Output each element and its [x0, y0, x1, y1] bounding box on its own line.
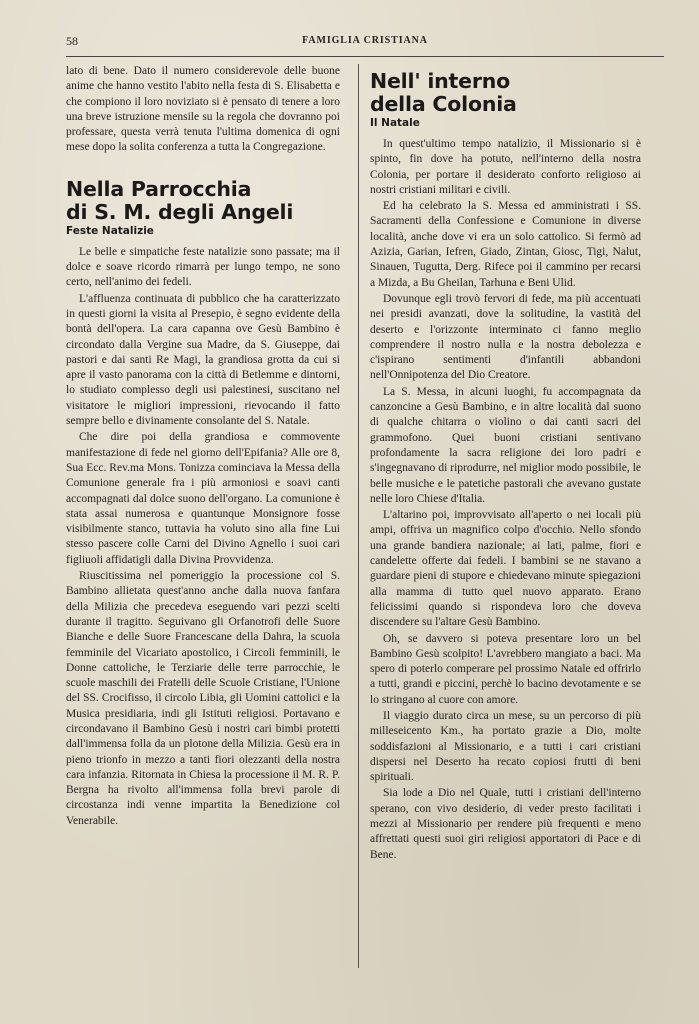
body-paragraph: Le belle e simpatiche feste natalizie sono passate; ma il dolce e soave ricordo rimarrà per lungo tempo, ne sono certo, nell'animo dei fedeli. [66, 245, 340, 289]
section-subtitle: Feste Natalizie [66, 224, 154, 237]
column-divider [358, 64, 359, 968]
body-paragraph: Dovunque egli trovò fervori di fede, ma più accentuati nei presidi avanzati, dove la solitudine, la vastità del deserto e l'orizzonte interminato ci fanno meglio comprendere il nostro nulla e la nostra debolezza e c'ispirano sentimenti d'infantili abbandoni nell'Onnipotenza del Dio Creatore. [370, 292, 641, 382]
body-paragraph: L'altarino poi, improvvisato all'aperto o nei locali più ampi, offriva un magnifico colpo d'occhio. Nello sfondo una grande bandiera nazionale; ai lati, palme, fiori e candelette offerte dai fedeli. I bambini se ne stavano a guardare pieni di stupore e chiedevano minute spiegazioni alla mamma di tutto quel nuovo apparato. Erano felicissimi quando si rispondeva loro che doveva discendere su l'altare Gesù Bambino. [370, 509, 641, 629]
parish-section [66, 178, 340, 829]
right-column [370, 64, 641, 863]
page-header [66, 34, 664, 52]
section-title-line: Nella Parrocchia [66, 176, 252, 201]
body-paragraph: In quest'ultimo tempo natalizio, il Missionario si è spinto, fin dove ha potuto, nell'interno della nostra Colonia, per portare il desiderato conforto religioso ai nostri cristiani militari e civili. [370, 138, 641, 196]
body-paragraph: Riuscitissima nel pomeriggio la processione col S. Bambino allietata quest'anno anche dalla nuova fanfara della Milizia che precedeva eseguendo vari pezzi scelti durante il tragitto. Seguivano gli Orfanotrofi delle Suore Bianche e delle Suore Francescane della Dahra, la scuola femminile del Vicariato apostolico, i Circoli femminili, le Donne cattoliche, le Terziarie delle terre parrocchie, le scuole maschili dei Fratelli delle Scuole Cristiane, l'Unione del SS. Crocifisso, il circolo Libia, gli Uomini cattolici e la Musica presidiaria, indi gli Istituti religiosi. Portavano e circondavano il Bambino Gesù i nostri cari bimbi protetti dall'immensa folla da un plotone della Milizia. Gesù era in pieno trionfo in mezzo a tanti fiori olezzanti della nostra cara infanzia. Ritornata in Chiesa la processione il M. R. P. Bergna ha rivolto all'immensa folla brevi parole di circostanza indi venne impartita la Benedizione col Venerabile. [66, 570, 340, 827]
section-title [370, 70, 641, 116]
running-title: FAMIGLIA CRISTIANA [302, 35, 428, 46]
body-paragraph: Oh, se davvero si poteva presentare loro un bel Bambino Gesù scolpito! L'avrebbero mangiato a baci. Ma spero di poterlo comperare pel prossimo Natale ed offrirlo a tutti, grandi e piccini, perchè lo bacino devotamente e se lo stringano al cuore con amore. [370, 632, 641, 706]
section-title-line: di S. M. degli Angeli [66, 199, 294, 224]
section-title-line: Nell' interno [370, 69, 511, 93]
section-subtitle: Il Natale [370, 117, 420, 129]
left-column [66, 64, 340, 829]
header-rule [66, 56, 664, 57]
section-title [66, 178, 340, 224]
page-number: 58 [66, 34, 78, 48]
body-paragraph: La S. Messa, in alcuni luoghi, fu accompagnata da canzoncine a Gesù Bambino, e in altre località dal suono di qualche chitarra o violino o dai canti sacri del grammofono. Quei buoni cristiani sentivano profondamente la sacra religione dei loro padri e s'ingegnavano di riprodurre, nel miglior modo possibile, le belle musiche e le patetiche pastorali che avevano gustate nelle loro Chiese d'Italia. [370, 385, 641, 505]
body-paragraph: Il viaggio durato circa un mese, su un percorso di più milleseicento Km., ha portato grazie a Dio, molte soddisfazioni al Missionario, e a tutti i cari cristiani dispersi nel Deserto ha recato copiosi frutti di beni spirituali. [370, 709, 641, 784]
body-paragraph: Sia lode a Dio nel Quale, tutti i cristiani dell'interno sperano, con vivo desiderio, di veder presto facilitati i mezzi al Missionario per rendere più frequenti e meno affrettati questi suoi giri religiosi apportatori di Pace e di Bene. [370, 787, 641, 861]
body-paragraph: L'affluenza continuata di pubblico che ha caratterizzato in questi giorni la visita al Presepio, è segno evidente della bontà dell'opera. La cara capanna ove Gesù Bambino è circondato dalla Vergine sua Madre, da S. Giuseppe, dai pastori e dai santi Re Magi, la grandiosa grotta da cui si apre il vasto panorama con la città di Betlemme e dintorni, lo studiato complesso degli usi palestinesi, suscitano nel visitatore le migliori impressioni, rievocando il fatto sempre bello e divinamente consolante del S. Natale. [66, 292, 340, 428]
section-title-line: della Colonia [370, 92, 517, 116]
intro-paragraph: lato di bene. Dato il numero considerevole delle buone anime che hanno vestito l'abito nella festa di S. Elisabetta e che compiono il loro noviziato si è pensato di tenere a loro una breve istruzione mensile su la regola che dovranno poi professare, questa verrà tenuta l'ultima domenica di ogni mese dopo la solita conferenza a tutta la Congregazione. [66, 65, 340, 154]
body-paragraph: Che dire poi della grandiosa e commovente manifestazione di fede nel giorno dell'Epifania? Alle ore 8, Sua Ecc. Rev.ma Mons. Tonizza cominciava la Messa della Comunione generale fra i più armoniosi e soavi canti accompagnati dal dolce suono dell'organo. La comunione è stata assai numerosa e quantunque Monsignore fosse visibilmente stanco, tuttavia ha voluto sino alla fine Lui stesso pascere colle Carni del Divino Agnello i suoi cari figliuoli affidatigli dalla Divina Provvidenza. [66, 431, 340, 566]
body-paragraph: Ed ha celebrato la S. Messa ed amministrati i SS. Sacramenti della Confessione e Comunione in diverse località, anche dove vi era un solo cattolico. Si fermò ad Azizia, Garian, Iefren, Giado, Zintan, Giosc, Tigi, Nalut, Sinauen, Tugutta, Derg. Rifece poi il cammino per recarsi a Mizda, a Bu Gheilan, Tarhuna e Beni Ulid. [370, 200, 641, 289]
